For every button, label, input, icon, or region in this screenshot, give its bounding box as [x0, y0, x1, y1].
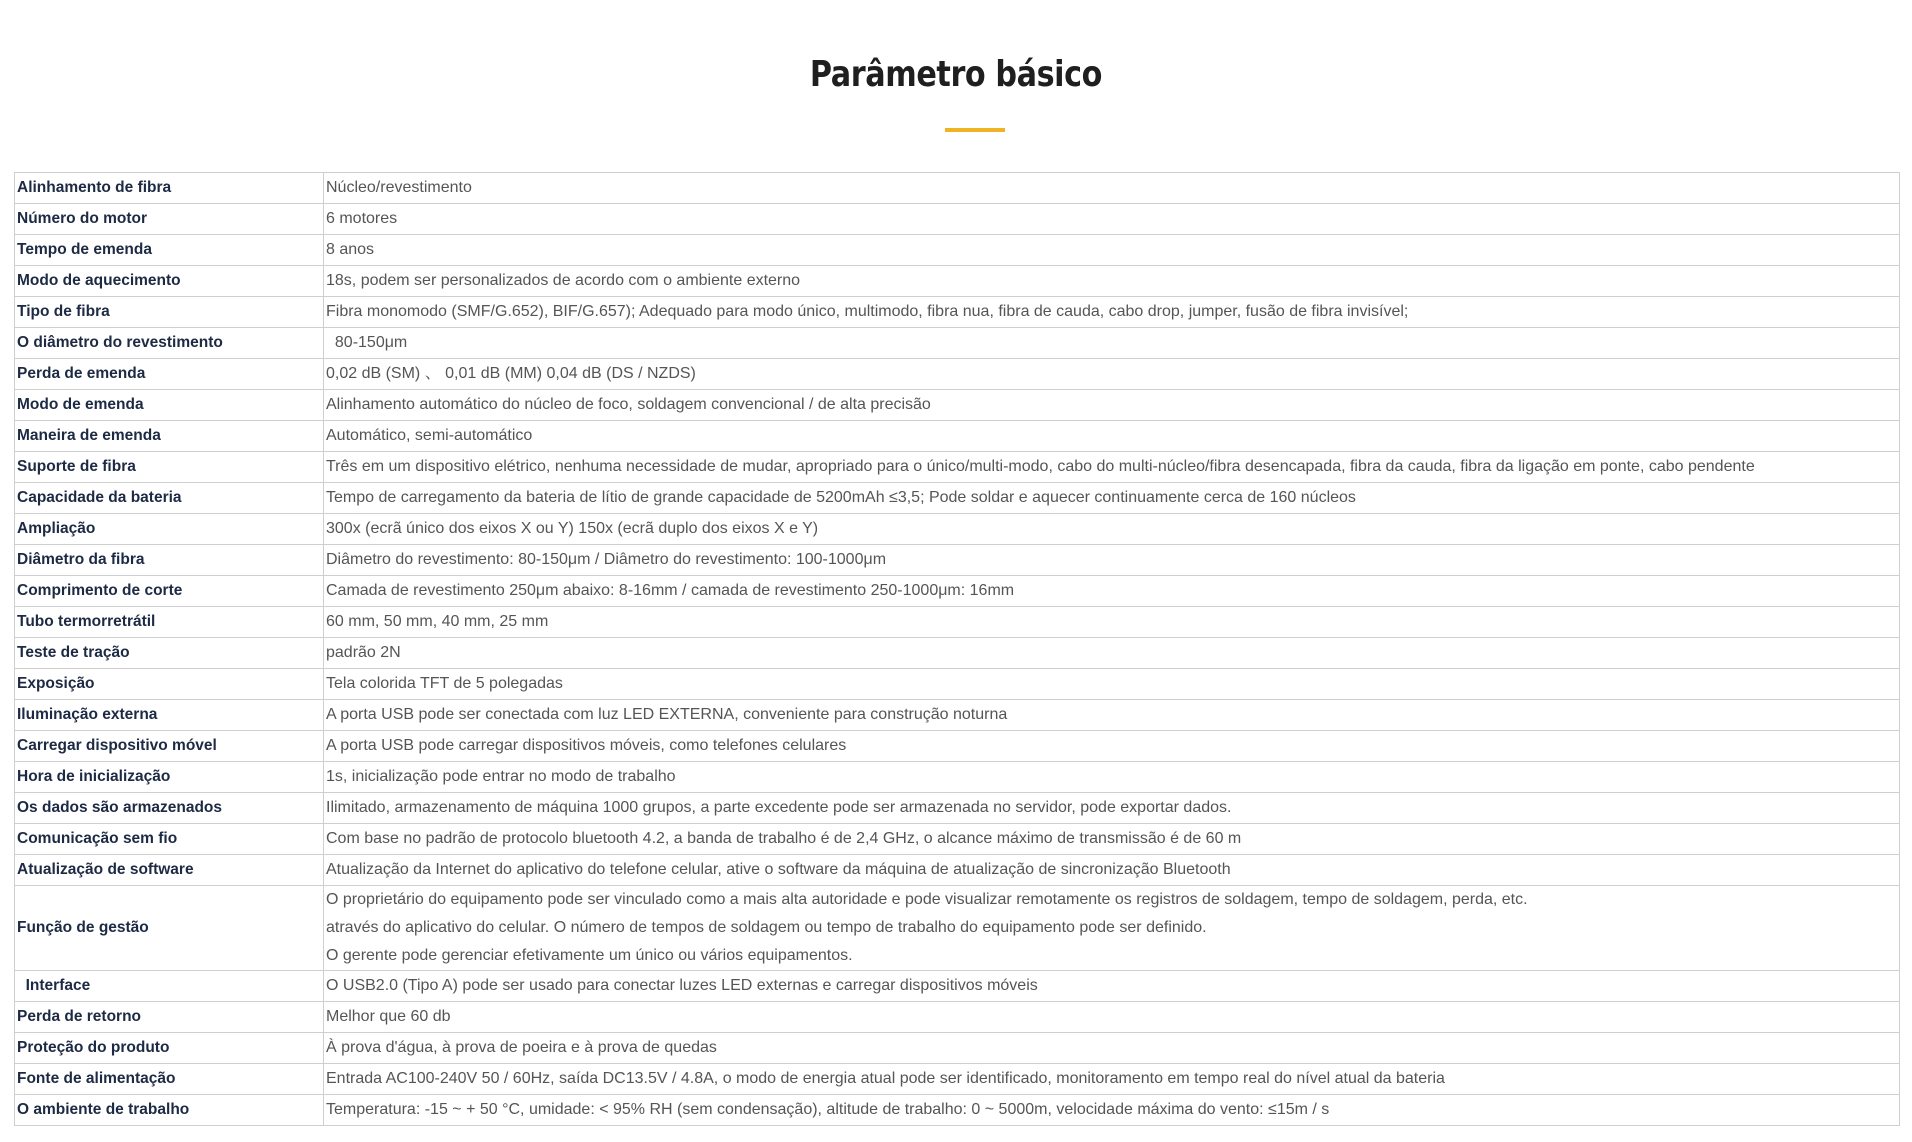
spec-label: Modo de emenda — [15, 390, 324, 421]
spec-value: 0,02 dB (SM) 、 0,01 dB (MM) 0,04 dB (DS / NZDS) — [324, 359, 1900, 390]
spec-value: A porta USB pode carregar dispositivos móveis, como telefones celulares — [324, 731, 1900, 762]
spec-label: Diâmetro da fibra — [15, 545, 324, 576]
table-row — [15, 731, 1900, 762]
spec-value: 60 mm, 50 mm, 40 mm, 25 mm — [324, 607, 1900, 638]
spec-label: Os dados são armazenados — [15, 793, 324, 824]
spec-value: Fibra monomodo (SMF/G.652), BIF/G.657); Adequado para modo único, multimodo, fibra nua, fibra de cauda, cabo drop, jumper, fusão de fibra invisível; — [324, 297, 1900, 328]
spec-label: Suporte de fibra — [15, 452, 324, 483]
table-row — [15, 266, 1900, 297]
spec-value: 6 motores — [324, 204, 1900, 235]
table-row — [15, 762, 1900, 793]
spec-value: Alinhamento automático do núcleo de foco, soldagem convencional / de alta precisão — [324, 390, 1900, 421]
table-row — [15, 514, 1900, 545]
spec-label: Tipo de fibra — [15, 297, 324, 328]
spec-value: 18s, podem ser personalizados de acordo com o ambiente externo — [324, 266, 1900, 297]
spec-value-line: através do aplicativo do celular. O número de tempos de soldagem ou tempo de trabalho do equipamento pode ser definido. — [326, 919, 1207, 936]
spec-value: Ilimitado, armazenamento de máquina 1000 grupos, a parte excedente pode ser armazenada no servidor, pode exportar dados. — [324, 793, 1900, 824]
spec-label: Número do motor — [15, 204, 324, 235]
table-row — [15, 855, 1900, 886]
table-row — [15, 793, 1900, 824]
spec-label: Maneira de emenda — [15, 421, 324, 452]
table-row — [15, 971, 1900, 1002]
spec-value: Automático, semi-automático — [324, 421, 1900, 452]
spec-label: Tempo de emenda — [15, 235, 324, 266]
heading-section — [0, 50, 1912, 100]
spec-value: Atualização da Internet do aplicativo do telefone celular, ative o software da máquina de atualização de sincronização Bluetooth — [324, 855, 1900, 886]
spec-label: Ampliação — [15, 514, 324, 545]
spec-value: Núcleo/revestimento — [324, 173, 1900, 204]
spec-label: Perda de retorno — [15, 1002, 324, 1033]
spec-value: padrão 2N — [324, 638, 1900, 669]
spec-label: Hora de inicialização — [15, 762, 324, 793]
table-row — [15, 638, 1900, 669]
table-row — [15, 483, 1900, 514]
table-row — [15, 452, 1900, 483]
spec-label: Teste de tração — [15, 638, 324, 669]
spec-value: Três em um dispositivo elétrico, nenhuma necessidade de mudar, apropriado para o único/multi-modo, cabo do multi-núcleo/fibra desencapada, fibra da cauda, fibra da ligação em ponte, cabo pendente — [324, 452, 1900, 483]
spec-label: Alinhamento de fibra — [15, 173, 324, 204]
table-row — [15, 1064, 1900, 1095]
spec-label: Iluminação externa — [15, 700, 324, 731]
spec-label: Comunicação sem fio — [15, 824, 324, 855]
spec-value: O USB2.0 (Tipo A) pode ser usado para conectar luzes LED externas e carregar dispositivos móveis — [324, 971, 1900, 1002]
spec-label: Atualização de software — [15, 855, 324, 886]
spec-value: 80-150μm — [324, 328, 1900, 359]
spec-value: À prova d'água, à prova de poeira e à prova de quedas — [324, 1033, 1900, 1064]
spec-value-multiline — [324, 886, 1900, 971]
table-row — [15, 328, 1900, 359]
spec-label: Carregar dispositivo móvel — [15, 731, 324, 762]
spec-value: Temperatura: -15 ~ + 50 °C, umidade: < 95% RH (sem condensação), altitude de trabalho: 0 ~ 5000m, velocidade máxima do vento: ≤15m / s — [324, 1095, 1900, 1126]
table-row — [15, 421, 1900, 452]
table-row — [15, 297, 1900, 328]
spec-label: Função de gestão — [15, 886, 324, 971]
table-row — [15, 669, 1900, 700]
table-row — [15, 390, 1900, 421]
spec-label: Tubo termorretrátil — [15, 607, 324, 638]
table-row — [15, 173, 1900, 204]
table-row — [15, 576, 1900, 607]
spec-value: 300x (ecrã único dos eixos X ou Y) 150x (ecrã duplo dos eixos X e Y) — [324, 514, 1900, 545]
spec-value: Com base no padrão de protocolo bluetooth 4.2, a banda de trabalho é de 2,4 GHz, o alcance máximo de transmissão é de 60 m — [324, 824, 1900, 855]
table-row — [15, 235, 1900, 266]
spec-label: Comprimento de corte — [15, 576, 324, 607]
spec-table-body — [15, 173, 1900, 1126]
table-row-management — [15, 886, 1900, 971]
page-title: Parâmetro básico — [809, 54, 1103, 95]
spec-label: Proteção do produto — [15, 1033, 324, 1064]
spec-label: Perda de emenda — [15, 359, 324, 390]
table-row — [15, 359, 1900, 390]
spec-value-line: O gerente pode gerenciar efetivamente um único ou vários equipamentos. — [326, 947, 853, 964]
title-underline — [945, 128, 1005, 132]
table-row — [15, 1033, 1900, 1064]
table-row — [15, 1002, 1900, 1033]
table-row — [15, 204, 1900, 235]
table-row — [15, 700, 1900, 731]
spec-label: O diâmetro do revestimento — [15, 328, 324, 359]
spec-label: Modo de aquecimento — [15, 266, 324, 297]
table-row — [15, 1095, 1900, 1126]
spec-value: Entrada AC100-240V 50 / 60Hz, saída DC13.5V / 4.8A, o modo de energia atual pode ser identificado, monitoramento em tempo real do nível atual da bateria — [324, 1064, 1900, 1095]
spec-label: Interface — [15, 971, 324, 1002]
spec-value: Camada de revestimento 250μm abaixo: 8-16mm / camada de revestimento 250-1000μm: 16mm — [324, 576, 1900, 607]
spec-label: Capacidade da bateria — [15, 483, 324, 514]
spec-value: Tempo de carregamento da bateria de lítio de grande capacidade de 5200mAh ≤3,5; Pode soldar e aquecer continuamente cerca de 160 núcleos — [324, 483, 1900, 514]
table-row — [15, 545, 1900, 576]
spec-value: 8 anos — [324, 235, 1900, 266]
spec-value: Melhor que 60 db — [324, 1002, 1900, 1033]
spec-value: 1s, inicialização pode entrar no modo de trabalho — [324, 762, 1900, 793]
spec-label: Fonte de alimentação — [15, 1064, 324, 1095]
table-row — [15, 607, 1900, 638]
spec-value: A porta USB pode ser conectada com luz LED EXTERNA, conveniente para construção noturna — [324, 700, 1900, 731]
spec-label: Exposição — [15, 669, 324, 700]
spec-table — [14, 172, 1900, 1126]
spec-value: Diâmetro do revestimento: 80-150μm / Diâmetro do revestimento: 100-1000μm — [324, 545, 1900, 576]
spec-label: O ambiente de trabalho — [15, 1095, 324, 1126]
spec-value-line: O proprietário do equipamento pode ser vinculado como a mais alta autoridade e pode visualizar remotamente os registros de soldagem, tempo de soldagem, perda, etc. — [326, 891, 1528, 908]
spec-value: Tela colorida TFT de 5 polegadas — [324, 669, 1900, 700]
table-row — [15, 824, 1900, 855]
